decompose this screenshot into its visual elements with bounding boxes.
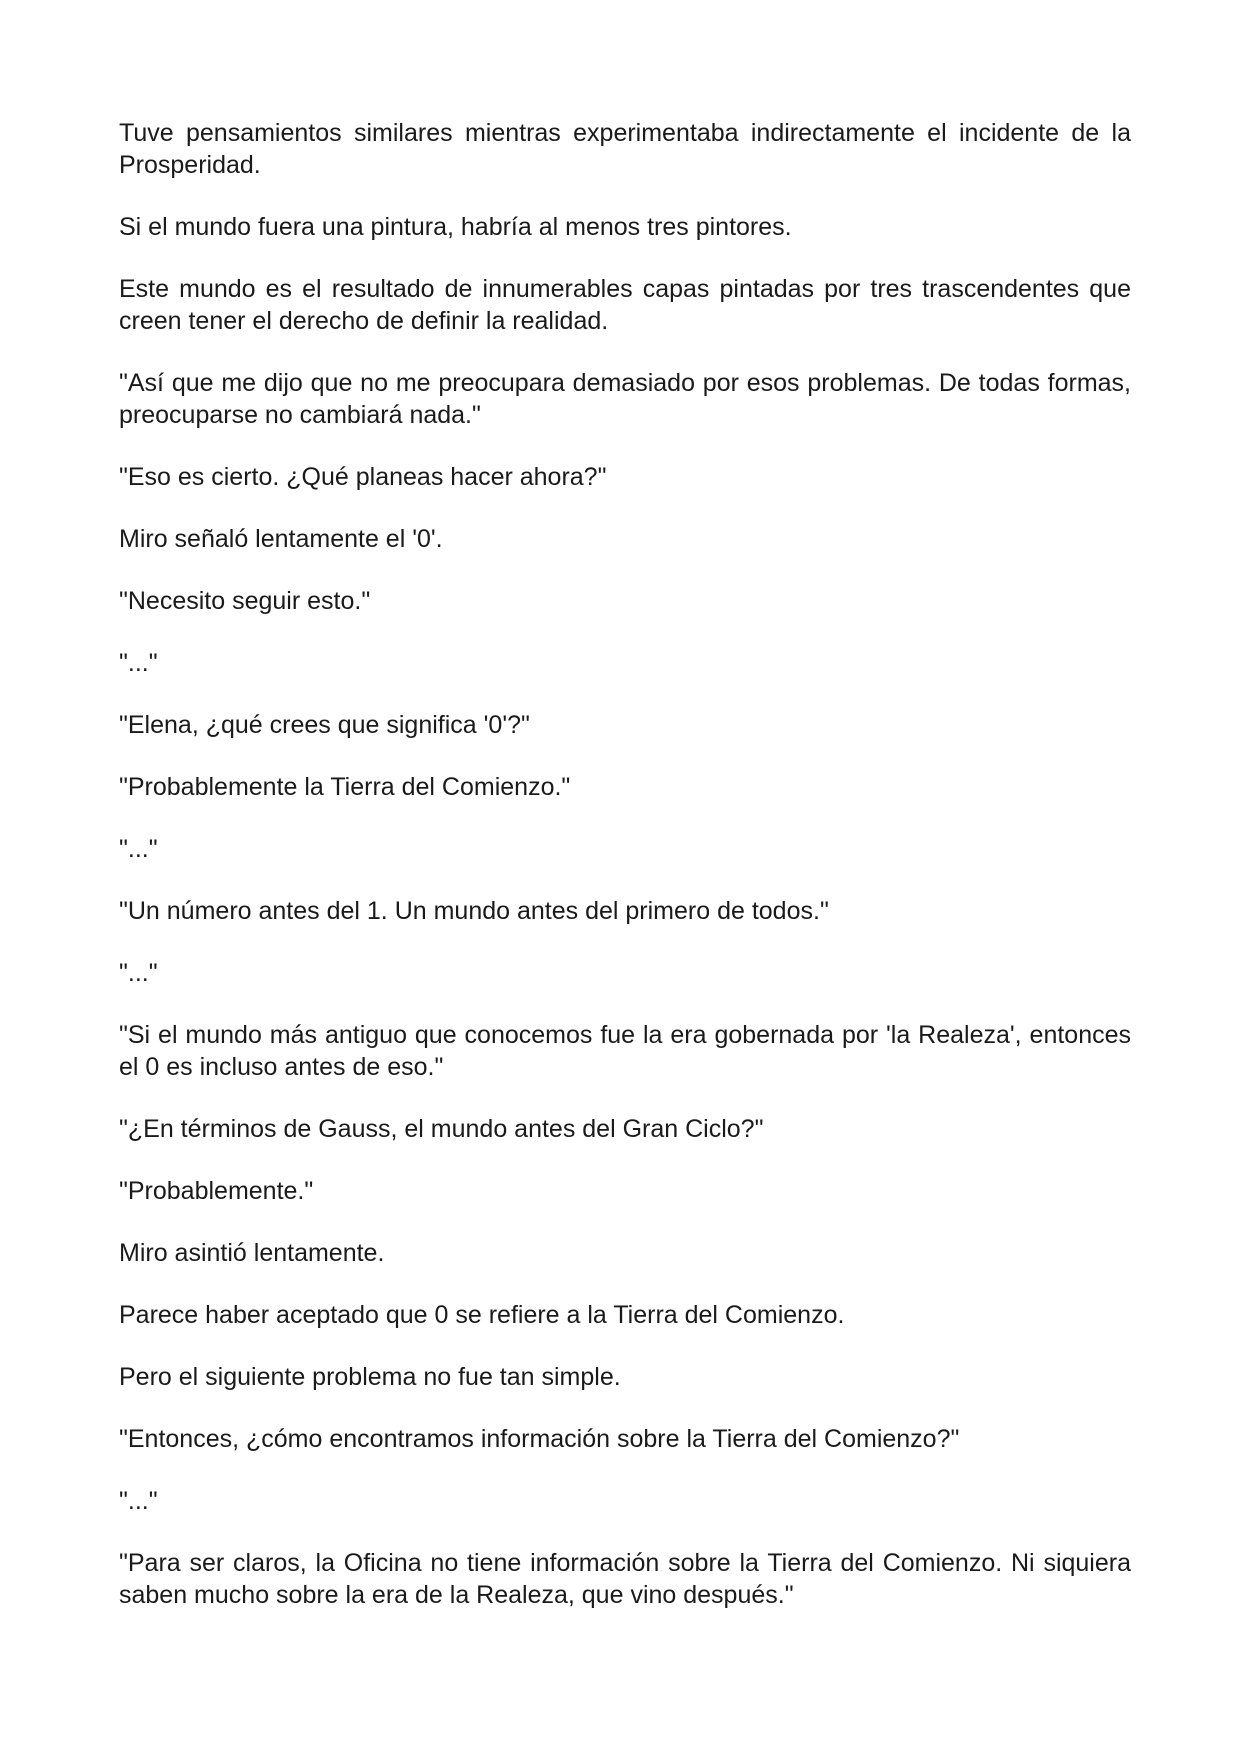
paragraph: "Si el mundo más antiguo que conocemos fue la era gobernada por 'la Realeza', entonces el 0 es incluso antes de eso." [119, 1021, 1131, 1081]
text-column [119, 117, 1131, 1641]
paragraph: "Probablemente la Tierra del Comienzo." [119, 773, 571, 801]
paragraph: Parece haber aceptado que 0 se refiere a la Tierra del Comienzo. [119, 1301, 845, 1329]
paragraph: Miro señaló lentamente el '0'. [119, 525, 443, 553]
paragraph: "Así que me dijo que no me preocupara demasiado por esos problemas. De todas formas, preocuparse no cambiará nada." [119, 369, 1131, 429]
paragraph: "..." [119, 1487, 158, 1515]
paragraph: "Elena, ¿qué crees que significa '0'?" [119, 711, 530, 739]
paragraph: Pero el siguiente problema no fue tan simple. [119, 1363, 621, 1391]
paragraph: "..." [119, 835, 158, 863]
paragraph: Miro asintió lentamente. [119, 1239, 385, 1267]
paragraph: "Eso es cierto. ¿Qué planeas hacer ahora?" [119, 463, 607, 491]
paragraph: "..." [119, 959, 158, 987]
paragraph: "Entonces, ¿cómo encontramos información sobre la Tierra del Comienzo?" [119, 1425, 960, 1453]
paragraph: Si el mundo fuera una pintura, habría al menos tres pintores. [119, 213, 792, 241]
paragraph: "Para ser claros, la Oficina no tiene información sobre la Tierra del Comienzo. Ni siquiera saben mucho sobre la era de la Realeza, que vino después." [119, 1549, 1131, 1609]
paragraph: "Necesito seguir esto." [119, 587, 371, 615]
paragraph: Tuve pensamientos similares mientras experimentaba indirectamente el incidente de la Prosperidad. [119, 119, 1131, 179]
paragraph: "Un número antes del 1. Un mundo antes del primero de todos." [119, 897, 829, 925]
paragraph: Este mundo es el resultado de innumerables capas pintadas por tres trascendentes que creen tener el derecho de definir la realidad. [119, 275, 1131, 335]
paragraph: "Probablemente." [119, 1177, 314, 1205]
paragraph: "¿En términos de Gauss, el mundo antes del Gran Ciclo?" [119, 1115, 764, 1143]
paragraph: "..." [119, 649, 158, 677]
